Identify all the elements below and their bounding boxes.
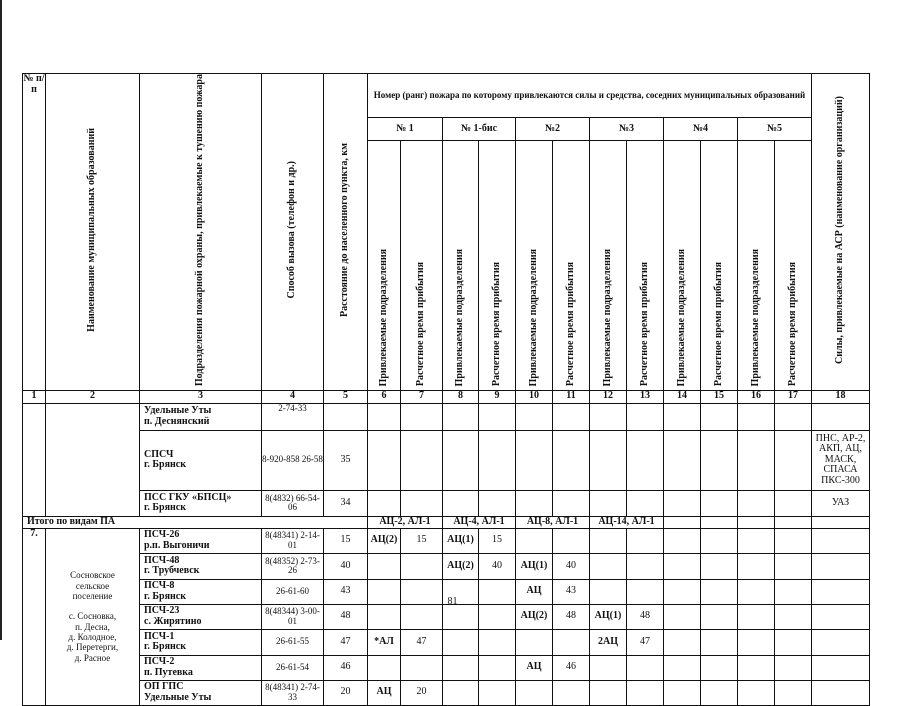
phone-cell: 8-920-858 26-58 [262,430,324,490]
col-num: 17 [775,390,812,403]
total-label: Итого по видам ПА [23,516,368,528]
unit-name: ПСЧ-1 [144,630,175,642]
unit-cell [140,430,262,490]
col-num: 1 [23,390,46,403]
rank-2: №2 [516,117,590,140]
rank3-units [590,528,627,553]
sub-units [664,140,701,390]
rank1bis-time [479,629,516,655]
column-numbers-row [23,390,870,403]
unit-place: г. Брянск [144,459,186,471]
sub-time [627,140,664,390]
rank1bis-time: 40 [479,553,516,579]
sub-time [553,140,590,390]
distance-cell: 20 [324,680,368,705]
header-municipality-text: Наименование муниципальных образований [86,128,98,332]
distance-cell: 40 [324,553,368,579]
fire-resources-table [22,73,870,706]
sub-time [775,140,812,390]
unit-cell [140,528,262,553]
cell-empty [46,403,140,516]
unit-name: ПСС ГКУ «БПСЦ» [144,491,232,503]
rank-1bis: № 1-бис [443,117,516,140]
sub-time-text: Расчетное время прибытия [786,261,798,387]
rank1-time [401,604,443,629]
unit-cell [140,629,262,655]
rank1bis-time [479,604,516,629]
header-units [140,74,262,391]
mun-line: д. Колодное, [68,631,117,642]
sub-units-text: Привлекаемые подразделения [749,248,761,387]
rank2-units [516,528,553,553]
col-num: 5 [324,390,368,403]
phone-cell: 8(48341) 2-14-01 [262,528,324,553]
rank2-time [553,528,590,553]
rank1-units: *АЛ [368,629,401,655]
rank-1: № 1 [368,117,443,140]
unit-name: ПСЧ-8 [144,580,175,592]
sub-time-text: Расчетное время прибытия [415,261,427,387]
col-num: 3 [140,390,262,403]
page-number: 81 [447,596,458,607]
distance-cell: 43 [324,579,368,604]
sub-units [516,140,553,390]
table-row [23,553,870,579]
header-rank: Номер (ранг) пожара по которому привлекаются силы и средства, соседних муниципальных образований [368,74,812,118]
mun-line: с. Сосновка, [68,611,117,622]
unit-name: СПСЧ [144,448,174,460]
rank2-time: 46 [553,655,590,680]
num-label: № п/п [23,73,45,95]
rank1bis-time: 15 [479,528,516,553]
col-num: 18 [812,390,870,403]
sub-units [368,140,401,390]
table-row [23,528,870,553]
header-units-text: Подразделения пожарной охраны, привлекаемые к тушению пожара [194,74,206,387]
rank2-units: АЦ(2) [516,604,553,629]
header-call-text: Способ вызова (телефон и др.) [286,161,298,299]
row-number: 7. [23,528,46,705]
rank3-units: 2АЦ [590,629,627,655]
unit-cell [140,403,262,430]
phone-cell: 2-74-33 [262,403,324,430]
sub-units [590,140,627,390]
unit-cell [140,553,262,579]
rank3-time: 47 [627,629,664,655]
sub-time-text: Расчетное время прибытия [712,261,724,387]
phone-cell: 26-61-55 [262,629,324,655]
rank3-time [627,528,664,553]
rank1bis-units [443,680,479,705]
unit-cell [140,655,262,680]
mun-line: д. Расное [74,652,111,663]
unit-place: п. Путевка [144,666,193,678]
rank1bis-units [443,629,479,655]
cell-empty [23,403,46,516]
col-num: 15 [701,390,738,403]
rank3-units [590,680,627,705]
sub-units-text: Привлекаемые подразделения [601,248,613,387]
rank1-time: 15 [401,528,443,553]
header-num [23,74,46,391]
rank2-time: 43 [553,579,590,604]
asr-cell: УАЗ [812,490,870,516]
unit-place: Удельные Уты [144,691,212,703]
sub-time [401,140,443,390]
rank1-units [368,553,401,579]
header-asr-text: Силы, привлекаемые на АСР (наименование организаций) [834,96,846,365]
rank2-units: АЦ(1) [516,553,553,579]
rank1bis-units [443,604,479,629]
table-row [23,604,870,629]
phone-cell: 8(48352) 2-73-26 [262,553,324,579]
sub-units-text: Привлекаемые подразделения [454,248,466,387]
col-num: 13 [627,390,664,403]
rank1bis-units [443,655,479,680]
sub-time-text: Расчетное время прибытия [564,261,576,387]
rank2-time [553,629,590,655]
rank1-units: АЦ [368,680,401,705]
unit-cell [140,680,262,705]
mun-line: поселение [72,590,113,601]
total-rank2: АЦ-8, АЛ-1 [516,516,590,528]
rank1-time: 20 [401,680,443,705]
col-num: 8 [443,390,479,403]
rank1-units [368,604,401,629]
rank1bis-time [479,655,516,680]
sub-time [479,140,516,390]
distance-cell: 48 [324,604,368,629]
phone-cell: 8(48344) 3-00-01 [262,604,324,629]
distance-cell: 47 [324,629,368,655]
col-num: 2 [46,390,140,403]
rank-4: №4 [664,117,738,140]
header-asr [812,74,870,391]
mun-line: сельское [75,580,110,591]
unit-name: ПСЧ-23 [144,605,180,617]
rank3-time: 48 [627,604,664,629]
rank1-time [401,655,443,680]
mun-line: Сосновское [70,570,115,581]
col-num: 14 [664,390,701,403]
phone-cell: 8(48341) 2-74-33 [262,680,324,705]
rank1-units [368,655,401,680]
unit-cell [140,490,262,516]
phone-cell: 26-61-54 [262,655,324,680]
total-rank1bis: АЦ-4, АЛ-1 [443,516,516,528]
unit-place: с. Жирятино [144,615,202,627]
table-row [23,490,870,516]
sub-units [738,140,775,390]
unit-name: ПСЧ-2 [144,656,175,668]
col-num: 6 [368,390,401,403]
table-row [23,629,870,655]
rank1bis-time [479,680,516,705]
header-distance [324,74,368,391]
header-distance-text: Расстояние до населенного пункта, км [339,143,351,318]
distance-cell: 15 [324,528,368,553]
municipality-cell [46,528,140,705]
col-num: 16 [738,390,775,403]
rank2-time: 48 [553,604,590,629]
unit-place: г. Брянск [144,502,186,514]
asr-cell [812,403,870,430]
sub-time-text: Расчетное время прибытия [490,261,502,387]
rank2-units: АЦ [516,579,553,604]
unit-name: Удельные Уты [144,405,212,417]
sub-time [701,140,738,390]
rank3-time [627,680,664,705]
rank3-units [590,655,627,680]
rank1bis-units: АЦ(2) [443,553,479,579]
rank3-time [627,553,664,579]
unit-name: ОП ГПС [144,681,184,693]
unit-place: г. Брянск [144,590,186,602]
unit-place: г. Брянск [144,641,186,653]
mun-line: п. Десна, [75,621,110,632]
sub-time-text: Расчетное время прибытия [638,261,650,387]
page-edge [0,0,2,640]
distance-cell: 35 [324,430,368,490]
rank1-time: 47 [401,629,443,655]
rank1-time [401,553,443,579]
header-call [262,74,324,391]
total-row [23,516,870,528]
unit-name: ПСЧ-48 [144,554,180,566]
rank2-time [553,680,590,705]
sub-units [443,140,479,390]
distance-cell: 34 [324,490,368,516]
unit-cell [140,604,262,629]
rank1-units: АЦ(2) [368,528,401,553]
phone-cell: 26-61-60 [262,579,324,604]
rank1bis-units: АЦ(1) [443,528,479,553]
table-row [23,403,870,430]
phone-cell: 8(4832) 66-54-06 [262,490,324,516]
col-num: 9 [479,390,516,403]
col-num: 10 [516,390,553,403]
mun-line: д. Перетерги, [66,642,119,653]
total-rank1: АЦ-2, АЛ-1 [368,516,443,528]
table-row [23,680,870,705]
table-row [23,430,870,490]
total-rank3: АЦ-14, АЛ-1 [590,516,664,528]
rank2-units [516,680,553,705]
col-num: 4 [262,390,324,403]
rank3-units [590,553,627,579]
unit-place: р.п. Выгоничи [144,539,210,551]
asr-cell: ПНС, АР-2, АКП, АЦ, МАСК, СПАСА ПКС-300 [812,430,870,490]
unit-place: п. Деснянский [144,415,210,427]
sub-units-text: Привлекаемые подразделения [675,248,687,387]
col-num: 7 [401,390,443,403]
rank-5: №5 [738,117,812,140]
unit-name: ПСЧ-26 [144,529,180,541]
sub-units-text: Привлекаемые подразделения [527,248,539,387]
sub-units-text: Привлекаемые подразделения [377,248,389,387]
header-municipality [46,74,140,391]
rank2-time: 40 [553,553,590,579]
col-num: 11 [553,390,590,403]
distance-cell: 46 [324,655,368,680]
rank3-time [627,655,664,680]
col-num: 12 [590,390,627,403]
table-row [23,655,870,680]
rank2-units: АЦ [516,655,553,680]
rank2-units [516,629,553,655]
rank-3: №3 [590,117,664,140]
unit-place: г. Трубчевск [144,565,200,577]
distance-cell [324,403,368,430]
rank3-units: АЦ(1) [590,604,627,629]
